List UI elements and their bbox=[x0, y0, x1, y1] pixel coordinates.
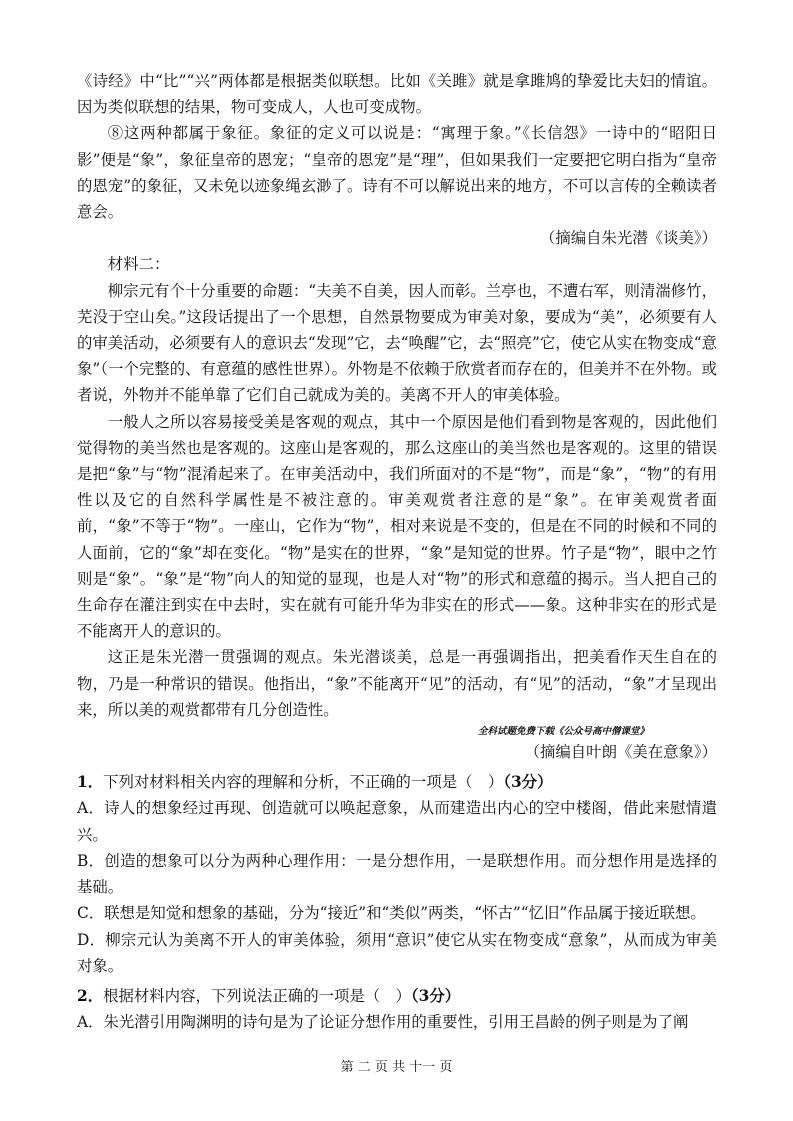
question-2-stem bbox=[77, 983, 717, 1009]
question-1-stem bbox=[77, 769, 717, 795]
material-one-para-7: 《诗经》中“比”“兴”两体都是根据类似联想。比如《关雎》就是拿雎鸠的挚爱比夫妇的情谊。因为类似联想的结果，物可变成人，人也可变成物。 bbox=[77, 72, 717, 117]
material-one-source: （摘编自朱光潜《谈美》） bbox=[540, 229, 717, 248]
question-1-option-a[interactable]: A．诗人的想象经过再现、创造就可以唤起意象，从而建造出内心的空中楼阁，借此来慰情遣兴。 bbox=[77, 799, 717, 844]
material-two-para-2: 一般人之所以容易接受美是客观的观点，其中一个原因是他们看到物是客观的，因此他们觉得物的美当然也是客观的。这座山是客观的，那么这座山的美当然也是客观的。这里的错误是把“象”与“物”混淆起来了。在审美活动中，我们所面对的不是“物”，而是“象”，“物”的有用性以及它的自然科学属性是不被注意的。审美观赏者注意的是“象”。在审美观赏者面前，“象”不等于“物”。一座山，它作为“物”，相对来说是不变的，但是在不同的时候和不同的人面前，它的“象”却在变化。“物”是实在的世界，“象”是知觉的世界。竹子是“物”，眼中之竹则是“象”。“象”是“物”向人的知觉的显现，也是人对“物”的形式和意蕴的揭示。当人把自己的生命存在灌注到实在中去时，实在就有可能升华为非实在的形式——象。这种非实在的形式是不能离开人的意识的。 bbox=[77, 412, 717, 641]
question-1-option-d[interactable]: D．柳宗元认为美离不开人的审美体验，须用“意识”使它从实在物变成“意象”，从而成为审美对象。 bbox=[77, 930, 717, 975]
download-watermark: 全科试题免费下载《公众号高中僧课堂》 bbox=[477, 726, 649, 738]
document-page bbox=[77, 68, 717, 1035]
question-2-text: 根据材料内容，下列说法正确的一项是（ ） bbox=[103, 986, 411, 1005]
question-1-number: 1． bbox=[77, 773, 104, 792]
question-1-option-c[interactable]: C．联想是知觉和想象的基础，分为“接近”和“类似”两类，“怀古”“忆旧”作品属于接近联想。 bbox=[77, 904, 706, 923]
question-1-text: 下列对材料相关内容的理解和分析，不正确的一项是（ ） bbox=[103, 773, 504, 792]
question-2-option-a[interactable]: A．朱光潜引用陶渊明的诗句是为了论证分想作用的重要性，引用王昌龄的例子则是为了阐 bbox=[77, 1013, 689, 1032]
page-footer: 第 二 页 共 十一 页 bbox=[340, 1060, 453, 1075]
question-1-score: （3分） bbox=[503, 773, 553, 792]
material-two-para-1: 柳宗元有个十分重要的命题：“夫美不自美，因人而彰。兰亭也，不遭右军，则清湍修竹，芜没于空山矣。”这段话提出了一个思想，自然景物要成为审美对象，要成为“美”，必须要有人的审美活动，必须要有人的意识去“发现”它，去“唤醒”它，去“照亮”它，使它从实在物变成“意象”（一个完整的、有意蕴的感性世界）。外物是不依赖于欣赏者而存在的，但美并不在外物。或者说，外物并不能单靠了它们自己就成为美的。美离不开人的审美体验。 bbox=[77, 281, 717, 405]
material-two-para-3: 这正是朱光潜一贯强调的观点。朱光潜谈美，总是一再强调指出，把美看作天生自在的物，乃是一种常识的错误。他指出，“象”不能离开“见”的活动，有“见”的活动，“象”才呈现出来，所以美的观赏都带有几分创造性。 bbox=[77, 648, 717, 719]
question-1-option-b[interactable]: B．创造的想象可以分为两种心理作用：一是分想作用，一是联想作用。而分想作用是选择的基础。 bbox=[77, 851, 717, 897]
material-two-heading: 材料二： bbox=[107, 255, 170, 274]
material-one-para-8: ⑧这两种都属于象征。象征的定义可以说是：“寓理于象。”《长信怨》一诗中的“昭阳日影”便是“象”，象征皇帝的恩宠；“皇帝的恩宠”是“理”，但如果我们一定要把它明白指为“皇帝的恩宠”的象征，又未免以迹象绳玄渺了。诗有不可以解说出来的地方，不可以言传的全赖读者意会。 bbox=[77, 124, 717, 222]
material-two-source: （摘编自叶朗《美在意象》） bbox=[524, 743, 717, 762]
question-2-number: 2． bbox=[77, 986, 104, 1005]
question-2-score: （3分） bbox=[410, 986, 461, 1005]
